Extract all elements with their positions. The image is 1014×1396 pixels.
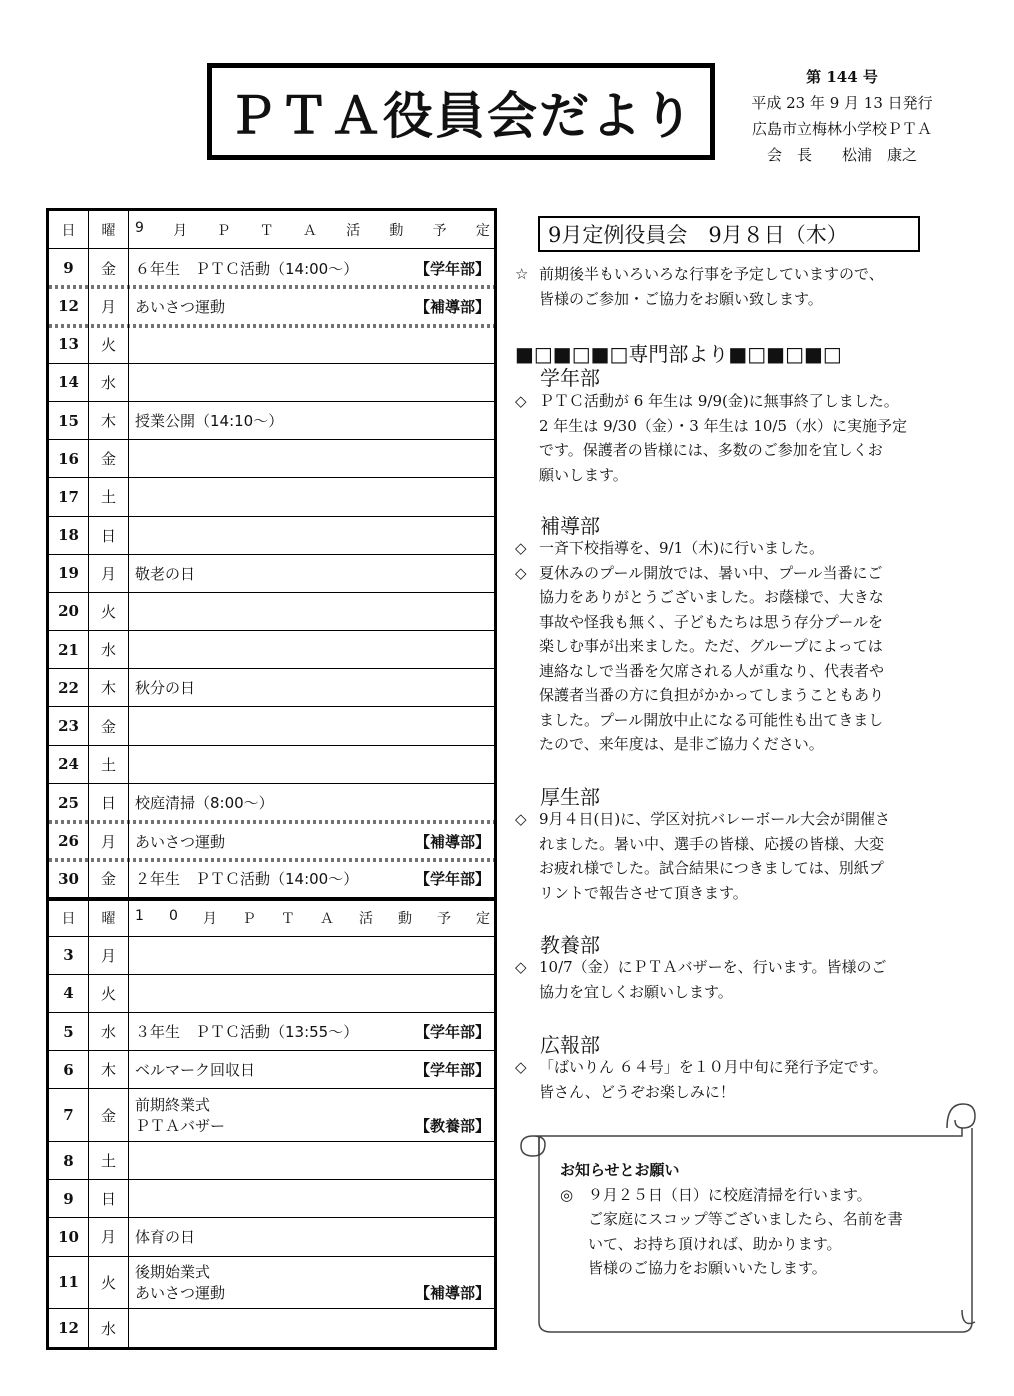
schedule-event xyxy=(129,860,494,897)
department-item xyxy=(515,536,965,561)
schedule-day: 22 xyxy=(49,669,89,706)
schedule-row xyxy=(49,975,494,1013)
title-char: Ａ xyxy=(302,222,317,239)
schedule-event xyxy=(129,249,494,287)
schedule-row xyxy=(49,364,494,402)
department-item-line: 連絡なしで当番を欠席される人が重なり、代表者や xyxy=(539,661,885,680)
schedule-event xyxy=(129,669,494,706)
schedule-row xyxy=(49,1142,494,1180)
schedule-row xyxy=(49,287,494,325)
schedule-event xyxy=(129,326,494,363)
schedule-event xyxy=(129,1013,494,1050)
department-item-line: お疲れ様でした。試合結果につきましては、別紙プ xyxy=(539,859,884,877)
event-text: ３年生 ＰＴＣ活動（13:55～） xyxy=(135,1023,359,1042)
department-item-line: れました。暑い中、選手の皆様、応援の皆様、大変 xyxy=(539,834,885,853)
title-char: 月 xyxy=(202,911,217,928)
schedule-weekday: 木 xyxy=(89,402,129,439)
notice-text xyxy=(560,1158,903,1281)
title-char: 活 xyxy=(358,911,373,928)
event-text: 前期終業式 xyxy=(135,1096,211,1115)
event-text: 授業公開（14:10～） xyxy=(135,412,284,431)
schedule-day: 24 xyxy=(49,746,89,783)
department-item-line: 10/7（金）にＰＴＡバザーを、行います。皆様のご xyxy=(539,958,887,976)
schedule-day: 25 xyxy=(49,784,89,822)
schedule-event xyxy=(129,631,494,668)
schedule-weekday: 水 xyxy=(89,1013,129,1050)
title-char: Ａ xyxy=(319,911,334,928)
schedule-row xyxy=(49,1089,494,1142)
title-char: 月 xyxy=(173,222,188,239)
schedule-day: 26 xyxy=(49,822,89,860)
schedule-day: 23 xyxy=(49,707,89,744)
schedule-weekday: 水 xyxy=(89,631,129,668)
department-item-line: 夏休みのプール開放では、暑い中、プール当番にご xyxy=(539,563,883,582)
schedule-weekday: 月 xyxy=(89,937,129,974)
notice-line: 皆様のご協力をお願いいたします。 xyxy=(588,1259,827,1277)
meeting-note xyxy=(515,262,955,311)
schedule-event xyxy=(129,1142,494,1179)
schedule-weekday: 土 xyxy=(89,478,129,515)
schedule-event xyxy=(129,287,494,325)
event-line xyxy=(135,831,490,852)
department-heading: 広報部 xyxy=(540,1033,600,1057)
schedule-day: 16 xyxy=(49,440,89,477)
schedule-event xyxy=(129,402,494,439)
department-item-line: 事故や怪我も無く、子どもたちは思う存分プールを xyxy=(539,612,883,631)
event-text: ＰＴＡバザー xyxy=(135,1117,226,1136)
schedule-row xyxy=(49,1218,494,1256)
issuing-org: 広島市立梅林小学校ＰＴＡ xyxy=(751,120,932,138)
schedule-row xyxy=(49,517,494,555)
schedule-day: 17 xyxy=(49,478,89,515)
title-char: 0 xyxy=(168,908,178,925)
schedule-weekday: 水 xyxy=(89,1309,129,1347)
notice-first-line xyxy=(560,1183,903,1208)
notice-line: いて、お持ち頂ければ、助かります。 xyxy=(588,1234,842,1253)
event-text: あいさつ運動 xyxy=(135,1284,226,1303)
department-item-text xyxy=(515,561,965,757)
department-item xyxy=(515,1055,965,1104)
schedule-weekday: 日 xyxy=(89,784,129,822)
schedule-day: 14 xyxy=(49,364,89,401)
schedule-weekday: 月 xyxy=(89,1218,129,1255)
event-line xyxy=(135,677,490,698)
event-department: 【教養部】 xyxy=(414,1117,490,1136)
department-item-line: です。保護者の皆様には、多数のご参加を宜しくお xyxy=(539,441,883,459)
notice-title: お知らせとお願い xyxy=(560,1161,680,1179)
title-char: Ｐ xyxy=(241,911,256,928)
president-name: 会 長 松浦 康之 xyxy=(766,146,917,164)
activity-schedule-table xyxy=(46,208,497,1350)
department-item-text xyxy=(515,955,965,1004)
department-item-line: 皆さん、どうぞお楽しみに！ xyxy=(539,1082,735,1101)
title-char: 9 xyxy=(135,219,144,236)
schedule-day: 12 xyxy=(49,1309,89,1347)
department-item-text xyxy=(515,389,965,487)
title-char: 予 xyxy=(432,222,447,239)
department-item-text xyxy=(515,1055,965,1104)
schedule-event xyxy=(129,555,494,592)
schedule-row xyxy=(49,402,494,440)
schedule-event xyxy=(129,517,494,554)
notice-body xyxy=(560,1207,903,1281)
newsletter-title: ＰＴＡ役員会だより xyxy=(227,86,695,145)
schedule-row xyxy=(49,1180,494,1218)
schedule-row xyxy=(49,1309,494,1347)
schedule-weekday: 火 xyxy=(89,975,129,1012)
schedule-day: 20 xyxy=(49,593,89,630)
schedule-event xyxy=(129,1089,494,1141)
event-text: 後期始業式 xyxy=(135,1263,211,1282)
schedule-row xyxy=(49,440,494,478)
department-item-line: ＰＴＣ活動が 6 年生は 9/9(金)に無事終了しました。 xyxy=(539,392,899,410)
schedule-day: 6 xyxy=(49,1051,89,1088)
schedule-weekday: 土 xyxy=(89,1142,129,1179)
schedule-weekday: 木 xyxy=(89,669,129,706)
department-item-line: 協力を宜しくお願いします。 xyxy=(539,982,733,1001)
event-text: ６年生 ＰＴＣ活動（14:00～） xyxy=(135,259,359,278)
schedule-day: 7 xyxy=(49,1089,89,1141)
departments-banner: ■□■□■□専門部より■□■□■□ xyxy=(515,342,842,366)
schedule-row xyxy=(49,860,494,898)
event-department: 【学年部】 xyxy=(414,1061,490,1080)
schedule-row xyxy=(49,669,494,707)
schedule-day: 13 xyxy=(49,326,89,363)
star-icon: ☆ xyxy=(515,265,529,283)
diamond-icon: ◇ xyxy=(515,539,527,557)
event-text: あいさつ運動 xyxy=(135,297,226,316)
schedule-row xyxy=(49,1257,494,1310)
schedule-day: 5 xyxy=(49,1013,89,1050)
col-header-day: 日 xyxy=(49,211,89,248)
department-item-line: リントで報告させて頂きます。 xyxy=(539,883,748,902)
meeting-note-line: 皆様のご参加・ご協力をお願い致します。 xyxy=(539,289,823,308)
event-line xyxy=(135,1094,490,1115)
schedule-weekday: 土 xyxy=(89,746,129,783)
schedule-weekday: 月 xyxy=(89,555,129,592)
col-header-weekday: 曜 xyxy=(89,901,129,935)
schedule-event xyxy=(129,1257,494,1309)
event-line xyxy=(135,1115,490,1136)
title-char: Ｐ xyxy=(216,222,231,239)
event-text: 校庭清掃（8:00～） xyxy=(135,794,274,813)
notice-line: ９月２５日（日）に校庭清掃を行います。 xyxy=(587,1185,872,1204)
schedule-header-row xyxy=(49,211,494,249)
event-line xyxy=(135,296,490,317)
event-line xyxy=(135,1021,490,1042)
schedule-event xyxy=(129,707,494,744)
schedule-day: 12 xyxy=(49,287,89,325)
schedule-header-row xyxy=(49,898,494,936)
schedule-weekday: 金 xyxy=(89,1089,129,1141)
event-line xyxy=(135,258,490,279)
department-item xyxy=(515,561,965,757)
department-item-line: 楽しむ事が出来ました。ただ、グループによっては xyxy=(539,637,883,655)
department-item-line: 2 年生は 9/30（金）・3 年生は 10/5（水）に実施予定 xyxy=(539,416,908,435)
schedule-event xyxy=(129,364,494,401)
schedule-event xyxy=(129,1218,494,1255)
schedule-row xyxy=(49,555,494,593)
schedule-weekday: 月 xyxy=(89,822,129,860)
schedule-row xyxy=(49,1013,494,1051)
department-item-line: 9月４日(日)に、学区対抗バレーボール大会が開催さ xyxy=(539,810,890,828)
title-char: Ｔ xyxy=(259,222,274,239)
schedule-weekday: 火 xyxy=(89,1257,129,1309)
schedule-weekday: 金 xyxy=(89,707,129,744)
department-item-line: 一斉下校指導を、9/1（木)に行いました。 xyxy=(539,539,824,557)
col-header-weekday: 曜 xyxy=(89,211,129,248)
event-line xyxy=(135,1226,490,1247)
schedule-event xyxy=(129,822,494,860)
event-text: ベルマーク回収日 xyxy=(135,1061,256,1080)
schedule-weekday: 金 xyxy=(89,249,129,287)
schedule-day: 4 xyxy=(49,975,89,1012)
diamond-icon: ◇ xyxy=(515,1058,527,1076)
schedule-weekday: 火 xyxy=(89,593,129,630)
department-item xyxy=(515,389,965,487)
event-line xyxy=(135,563,490,584)
diamond-icon: ◇ xyxy=(515,810,527,828)
schedule-row xyxy=(49,707,494,745)
event-department: 【補導部】 xyxy=(414,297,490,316)
event-line xyxy=(135,792,490,813)
schedule-event xyxy=(129,478,494,515)
event-text: ２年生 ＰＴＣ活動（14:00～） xyxy=(135,870,359,889)
department-item-line: 協力をありがとうございました。お蔭様で、大きな xyxy=(539,588,884,606)
schedule-event xyxy=(129,975,494,1012)
event-department: 【補導部】 xyxy=(414,1284,490,1303)
issue-date: 平成 23 年 9 月 13 日発行 xyxy=(751,94,933,112)
schedule-day: 30 xyxy=(49,860,89,897)
schedule-weekday: 金 xyxy=(89,860,129,897)
schedule-day: 18 xyxy=(49,517,89,554)
title-char: 1 xyxy=(135,908,144,925)
schedule-event xyxy=(129,1309,494,1347)
schedule-row xyxy=(49,249,494,287)
schedule-weekday: 金 xyxy=(89,440,129,477)
event-department: 【学年部】 xyxy=(414,1023,490,1042)
schedule-weekday: 月 xyxy=(89,287,129,325)
event-department: 【学年部】 xyxy=(414,870,490,889)
event-line xyxy=(135,868,490,889)
department-item xyxy=(515,807,965,905)
event-department: 【学年部】 xyxy=(414,259,490,278)
department-heading: 教養部 xyxy=(540,933,600,957)
schedule-event xyxy=(129,593,494,630)
schedule-row xyxy=(49,326,494,364)
meeting-title: 9月定例役員会 9月８日（木） xyxy=(538,216,920,252)
title-char: Ｔ xyxy=(280,911,295,928)
event-text: 秋分の日 xyxy=(135,679,196,698)
schedule-day: 10 xyxy=(49,1218,89,1255)
department-heading: 補導部 xyxy=(540,514,600,538)
schedule-month-title-chars xyxy=(135,908,490,928)
newsletter-title-box xyxy=(207,63,715,160)
schedule-row xyxy=(49,746,494,784)
department-item xyxy=(515,955,965,1004)
schedule-day: 19 xyxy=(49,555,89,592)
schedule-event xyxy=(129,1180,494,1217)
department-item-line: ました。プール開放中止になる可能性も出てきまし xyxy=(539,710,884,729)
double-circle-icon: ◎ xyxy=(560,1185,574,1204)
schedule-day: 3 xyxy=(49,937,89,974)
schedule-event xyxy=(129,937,494,974)
schedule-day: 8 xyxy=(49,1142,89,1179)
event-line xyxy=(135,410,490,431)
schedule-weekday: 日 xyxy=(89,1180,129,1217)
notice-line: ご家庭にスコップ等ございましたら、名前を書 xyxy=(588,1210,903,1228)
diamond-icon: ◇ xyxy=(515,958,527,976)
title-char: 動 xyxy=(397,911,412,928)
schedule-row xyxy=(49,784,494,822)
department-item-text xyxy=(515,807,965,905)
schedule-row xyxy=(49,593,494,631)
schedule-weekday: 水 xyxy=(89,364,129,401)
title-char: 定 xyxy=(475,911,490,928)
schedule-row xyxy=(49,822,494,860)
department-item-line: たので、来年度は、是非ご協力ください。 xyxy=(539,735,824,753)
schedule-weekday: 木 xyxy=(89,1051,129,1088)
title-char: 定 xyxy=(475,222,490,239)
title-char: 予 xyxy=(436,911,451,928)
department-item-line: 保護者当番の方に負担がかかってしまうこともあり xyxy=(539,686,885,704)
schedule-weekday: 火 xyxy=(89,326,129,363)
event-line xyxy=(135,1282,490,1303)
col-header-day: 日 xyxy=(49,901,89,935)
event-text: あいさつ運動 xyxy=(135,832,226,851)
issue-number: 第 144 号 xyxy=(806,68,878,86)
schedule-row xyxy=(49,478,494,516)
schedule-day: 15 xyxy=(49,402,89,439)
event-text: 敬老の日 xyxy=(135,564,196,583)
department-item-line: 願いします。 xyxy=(539,465,628,484)
schedule-event xyxy=(129,784,494,822)
diamond-icon: ◇ xyxy=(515,392,527,410)
department-item-line: 「ばいりん ６４号」を１０月中旬に発行予定です。 xyxy=(539,1058,888,1076)
schedule-day: 9 xyxy=(49,249,89,287)
diamond-icon: ◇ xyxy=(515,563,527,582)
event-line xyxy=(135,1261,490,1282)
schedule-event xyxy=(129,746,494,783)
schedule-weekday: 日 xyxy=(89,517,129,554)
schedule-row xyxy=(49,631,494,669)
schedule-day: 9 xyxy=(49,1180,89,1217)
schedule-event xyxy=(129,1051,494,1088)
issue-info xyxy=(722,64,962,168)
meeting-note-line: 前期後半もいろいろな行事を予定していますので、 xyxy=(539,265,884,283)
event-department: 【補導部】 xyxy=(414,832,490,851)
title-char: 動 xyxy=(389,222,404,239)
department-heading: 厚生部 xyxy=(540,785,600,809)
department-item-text xyxy=(515,536,965,561)
schedule-day: 21 xyxy=(49,631,89,668)
schedule-row xyxy=(49,937,494,975)
title-char: 活 xyxy=(346,222,361,239)
event-line xyxy=(135,1059,490,1080)
department-heading: 学年部 xyxy=(540,366,600,390)
schedule-month-title-chars xyxy=(135,220,490,240)
schedule-event xyxy=(129,440,494,477)
schedule-row xyxy=(49,1051,494,1089)
schedule-month-title xyxy=(129,901,494,935)
event-text: 体育の日 xyxy=(135,1228,196,1247)
schedule-month-title xyxy=(129,211,494,248)
schedule-day: 11 xyxy=(49,1257,89,1309)
